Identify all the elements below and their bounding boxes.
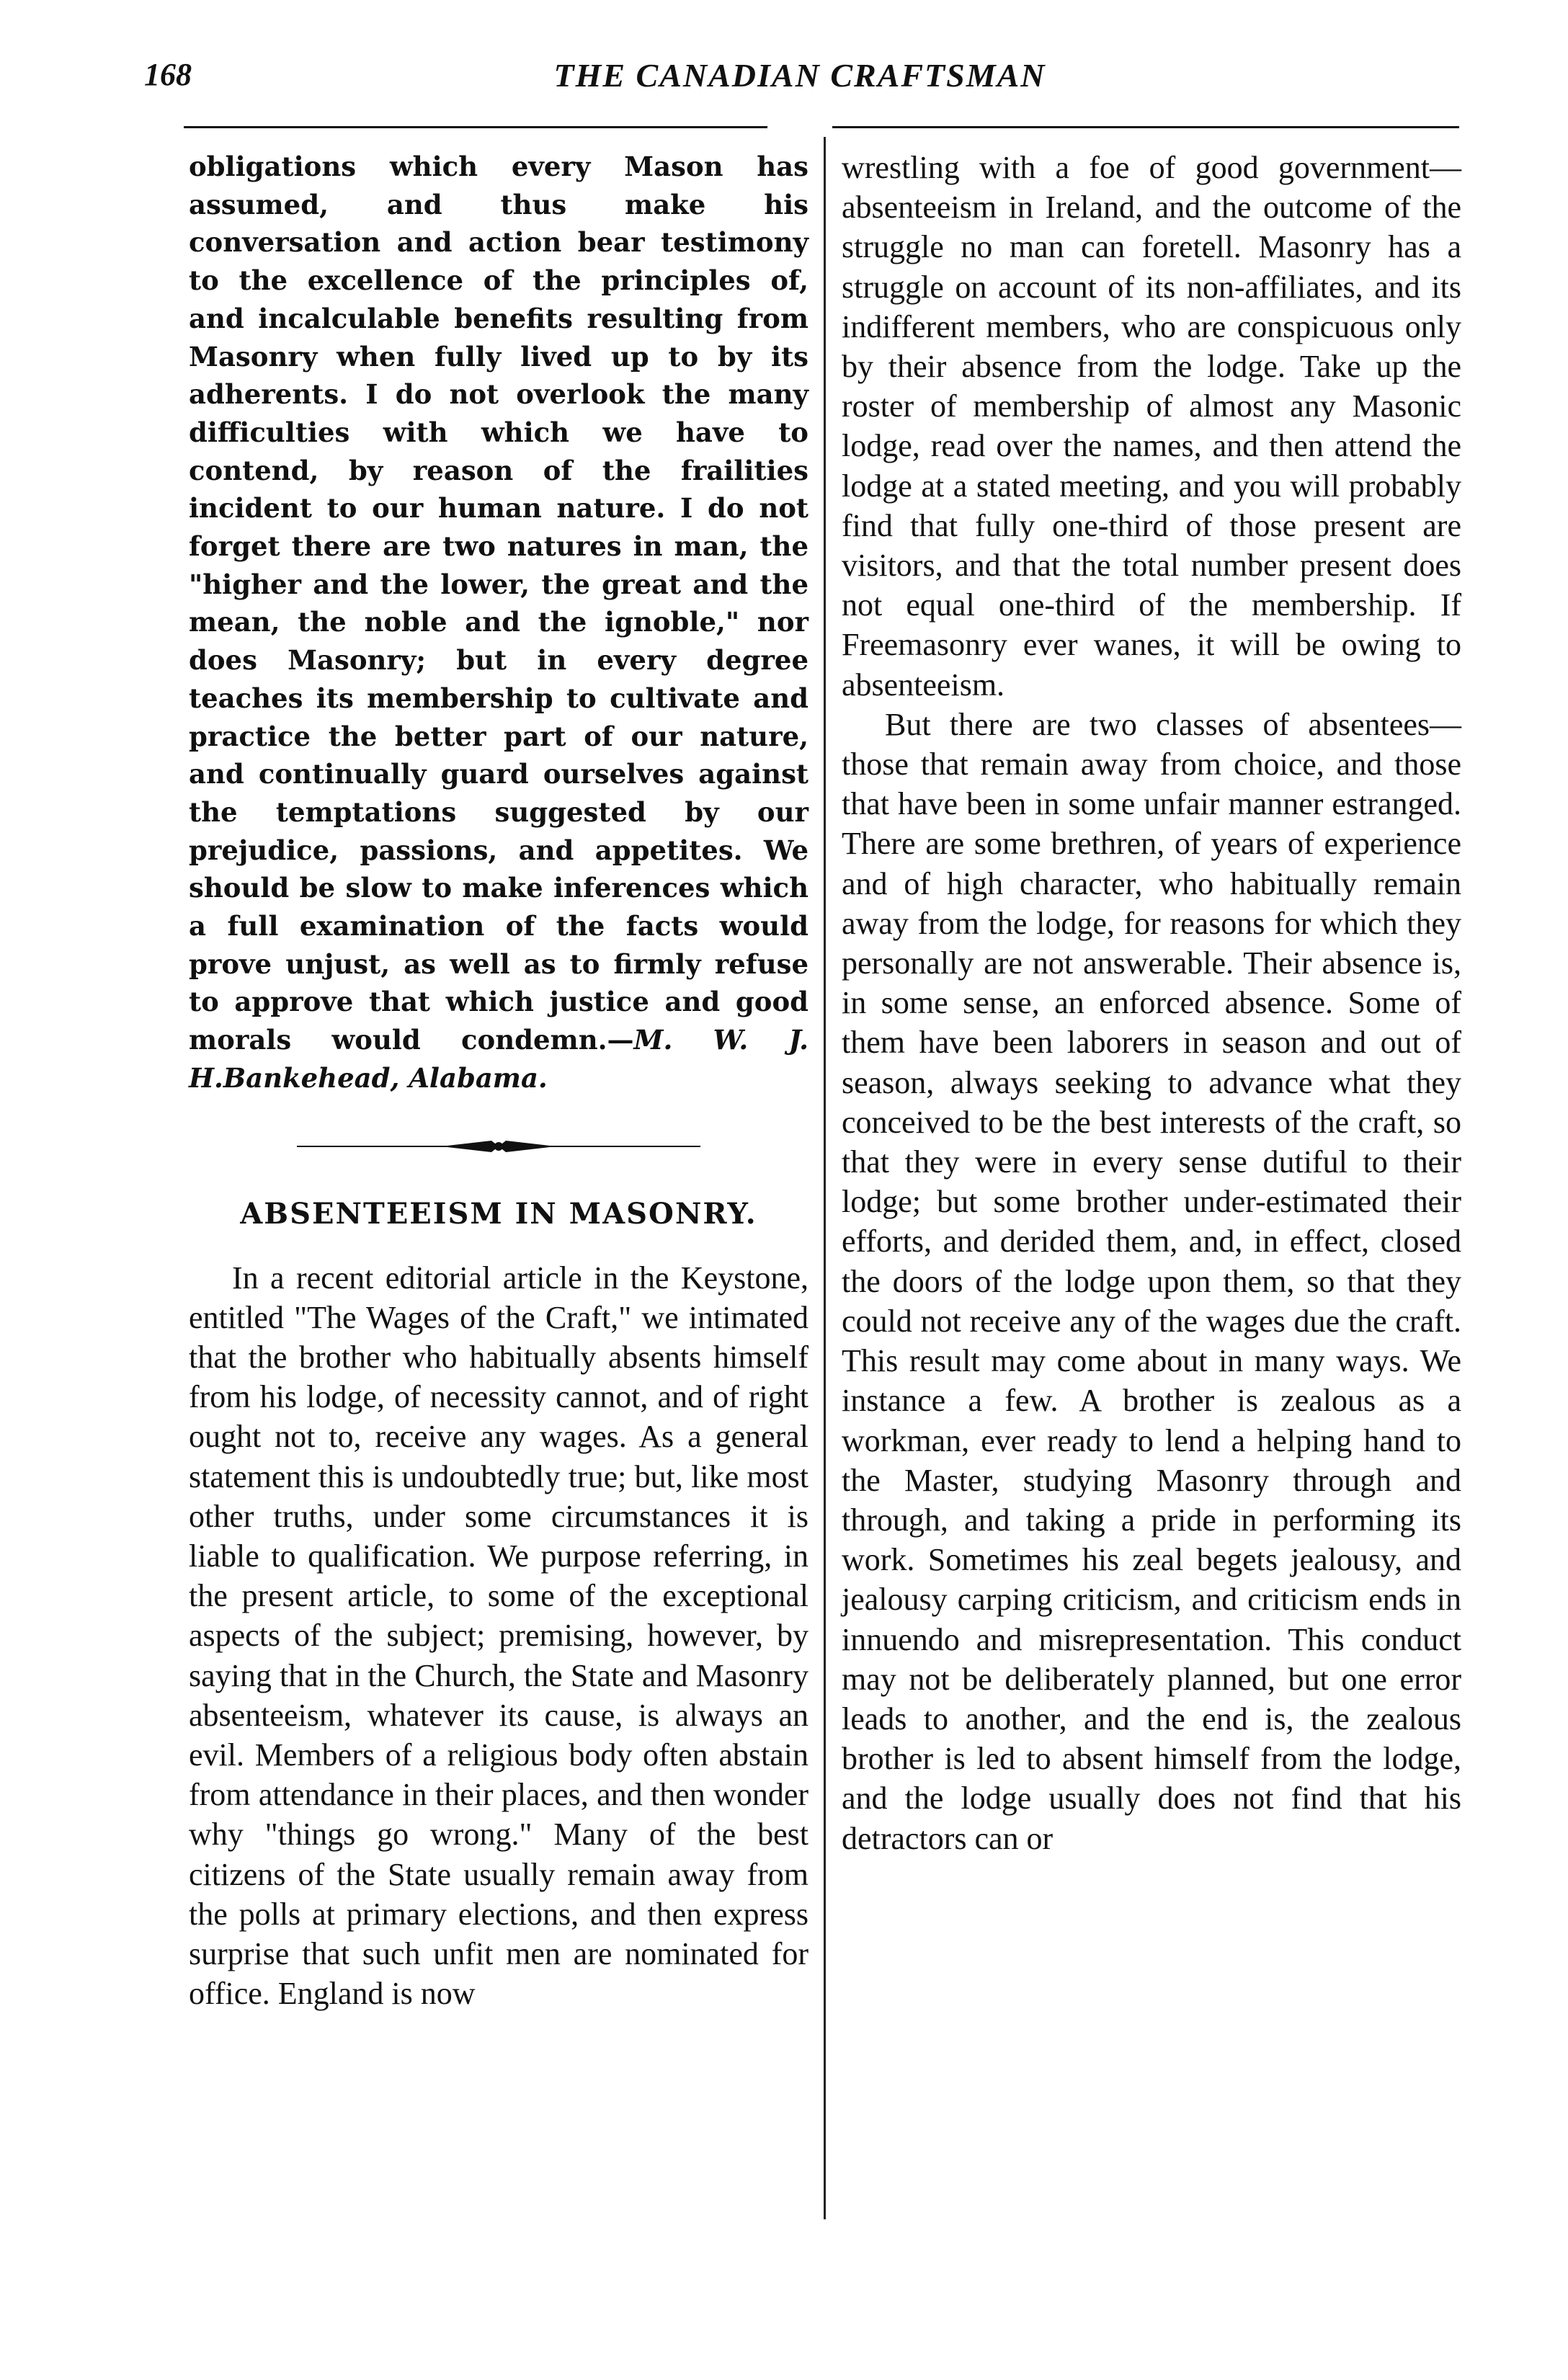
section-heading: ABSENTEEISM IN MASONRY. bbox=[240, 1196, 757, 1231]
right-column bbox=[842, 148, 1461, 1858]
header-rule-left bbox=[184, 126, 767, 128]
right-paragraph-1: wrestling with a foe of good government—absenteeism in Ireland, and the outcome of the struggle no man can foretell. Masonry has a struggle on account of its non-affiliates, and its indifferent members, who are conspicuous only by their absence from the lodge. Take up the roster of membership of almost any Masonic lodge, read over the names, and then attend the lodge at a stated meeting, and you will probably find that fully one-third of those present are visitors, and that the total number present does not equal one-third of the membership. If Freemasonry ever wanes, it will be owing to absenteeism. bbox=[842, 150, 1461, 703]
ornament-graphic bbox=[297, 1132, 700, 1161]
continued-paragraph bbox=[189, 148, 808, 1097]
continued-paragraph-text: obligations which every Mason has assumed, and thus make his conversation and action bear testimony to the excellence of the principles of, and incalculable benefits resulting from Masonry when fully lived up to by its adherents. I do not overlook the many difficulties with which we have to contend, by reason of the frailities incident to our human nature. I do not forget there are two natures in man, the "higher and the lower, the great and the mean, the noble and the ignoble," nor does Masonry; but in every degree teaches its membership to cultivate and practice the better part of our nature, and continually guard ourselves against the temptations suggested by our prejudice, passions, and appetites. We should be slow to make inferences which a full examination of the facts would prove unjust, as well as to firmly refuse to approve that which justice and good morals would condemn.— bbox=[189, 151, 808, 1056]
right-paragraph-2: But there are two classes of absentees—those that remain away from choice, and those that have been in some unfair manner estranged. There are some brethren, of years of experience and of high character, who habitually remain away from the lodge, for reasons for which they personally are not answerable. Their absence is, in some sense, an enforced absence. Some of them have been laborers in season and out of season, always seeking to advance what they conceived to be the best interests of the craft, so that they were in every sense dutiful to their lodge; but some brother under-estimated their efforts, and derided them, and, in effect, closed the doors of the lodge upon them, so that they could not receive any of the wages due the craft. This result may come about in many ways. We instance a few. A brother is zealous as a workman, ever ready to lend a helping hand to the Master, studying Masonry through and through, and taking a pride in performing its work. Sometimes his zeal begets jealousy, and jealousy carping criticism, and criticism ends in innuendo and misrepresentation. This conduct may not be deliberately planned, but one error leads to another, and the end is, the zealous brother is led to absent himself from the lodge, and the lodge usually does not find that his detractors can or bbox=[842, 706, 1461, 1856]
page-number: 168 bbox=[144, 57, 192, 92]
article-byline: M. W. J. H.Bankehead, Alabama. bbox=[189, 1024, 808, 1094]
running-title: THE CANADIAN CRAFTSMAN bbox=[553, 57, 1046, 94]
column-divider bbox=[824, 137, 826, 2219]
article-paragraph: In a recent editorial article in the Keystone, entitled "The Wages of the Craft," we intimated that the brother who habitually absents himself from his lodge, of necessity cannot, and of right ought not to, receive any wages. As a general statement this is undoubtedly true; but, like most other truths, under some circumstances it is liable to qualification. We purpose referring, in the present article, to some of the exceptional aspects of the subject; premising, however, by saying that in the Church, the State and Masonry absenteeism, whatever its cause, is always an evil. Members of a religious body often abstain from attendance in their places, and then wonder why "things go wrong." Many of the best citizens of the State usually remain away from the polls at primary elections, and then express surprise that such unfit men are nominated for office. England is now bbox=[189, 1260, 808, 2012]
left-column bbox=[189, 148, 808, 2013]
header-rule-right bbox=[832, 126, 1459, 128]
section-divider-ornament bbox=[297, 1132, 700, 1161]
page-header bbox=[144, 56, 1456, 107]
